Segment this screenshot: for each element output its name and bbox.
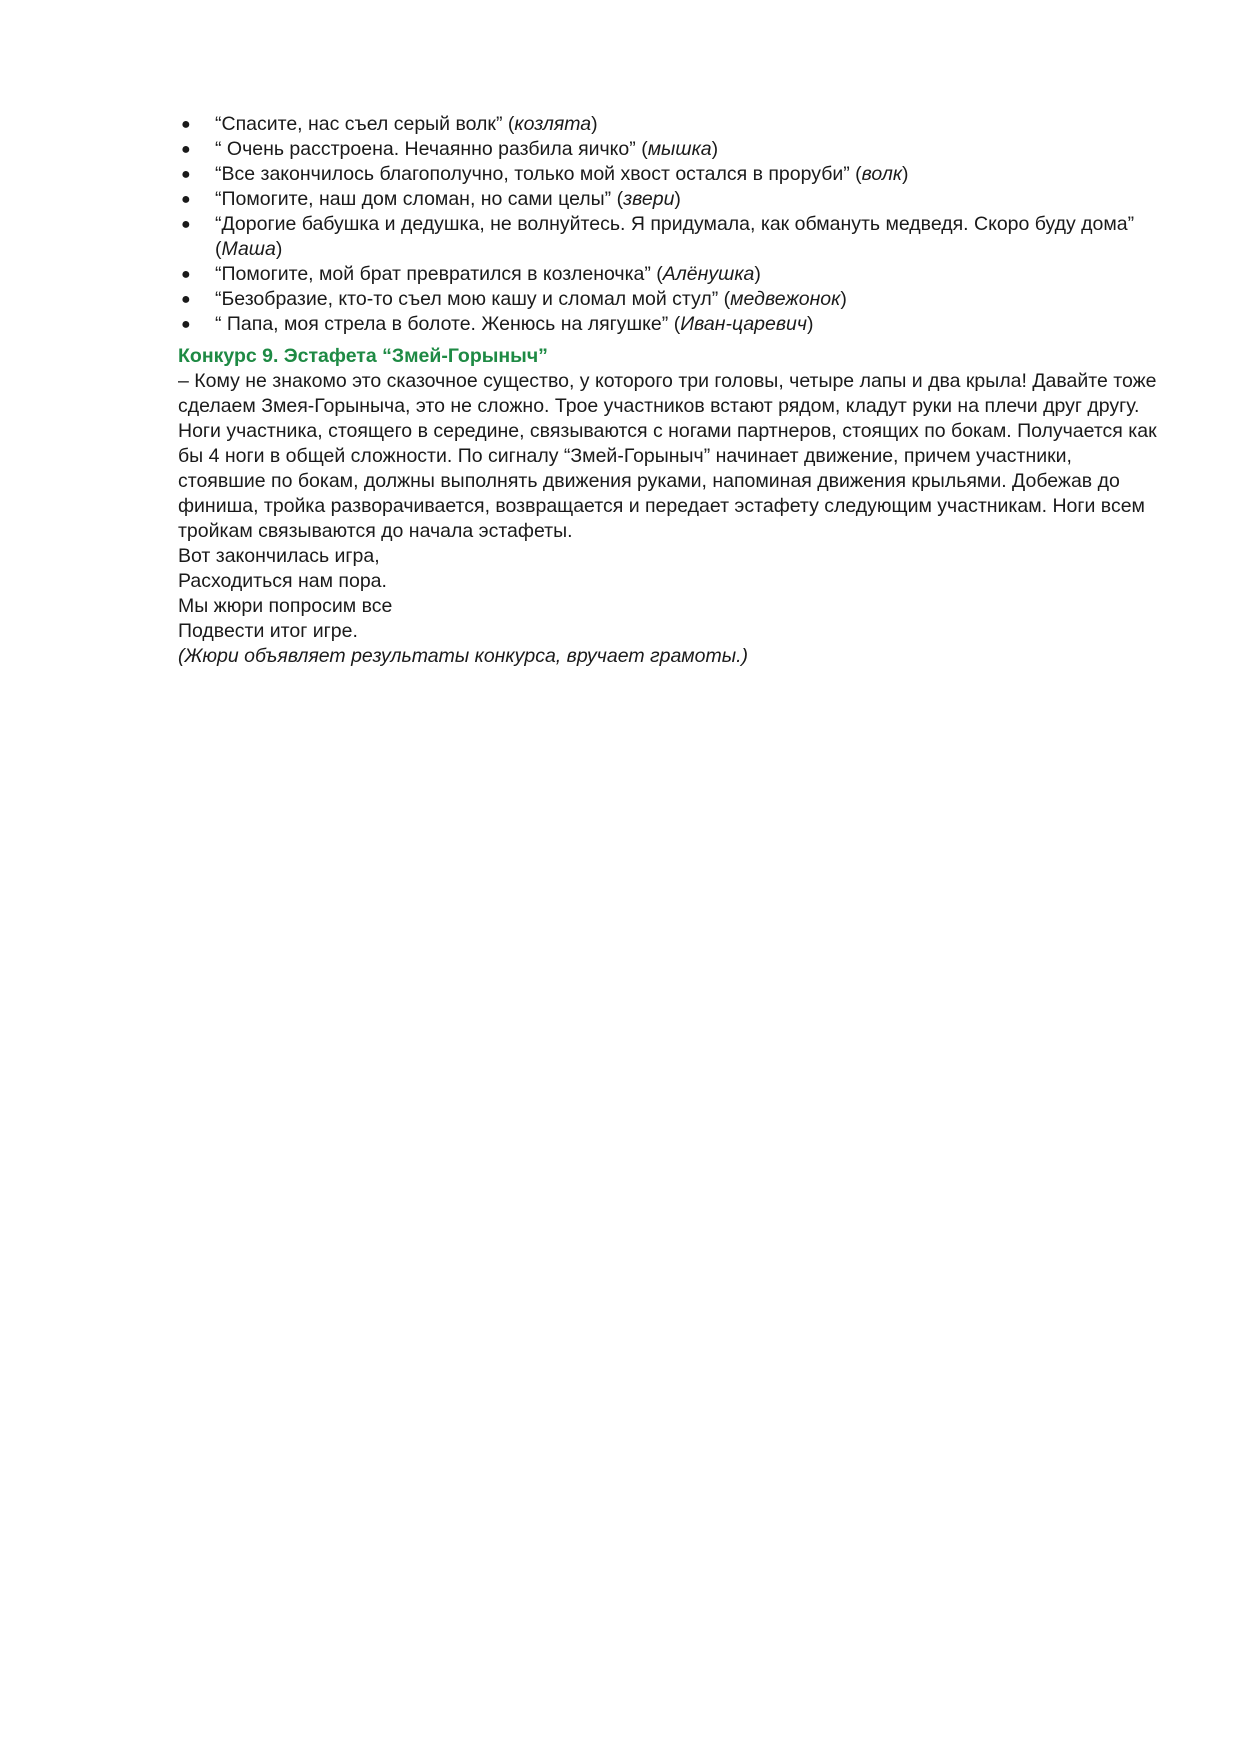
bullet-icon: ●: [181, 216, 191, 233]
quote-speaker: медвежонок: [730, 288, 841, 310]
quote-speaker: мышка: [647, 138, 712, 160]
list-item: [178, 112, 1158, 137]
bullet-icon: ●: [181, 166, 191, 183]
poem-line: Подвести итог игре.: [178, 620, 358, 642]
poem-line: Расходиться нам пора.: [178, 570, 387, 592]
bullet-icon: ●: [181, 291, 191, 308]
poem: [178, 544, 1158, 644]
quote-text: “Безобразие, кто-то съел мою кашу и сломал мой стул” (: [215, 288, 731, 310]
contest-heading: Конкурс 9. Эстафета “Змей-Горыныч”: [178, 345, 548, 367]
quote-end: ): [806, 313, 814, 335]
quote-speaker: козлята: [514, 113, 592, 135]
quote-speaker: Иван-царевич: [680, 313, 807, 335]
quote-text: “Дорогие бабушка и дедушка, не волнуйтесь. Я придумала, как обмануть медведя. Скоро буду дома” (: [215, 213, 1135, 260]
bullet-icon: ●: [181, 116, 191, 133]
quote-end: ): [840, 288, 847, 310]
quote-list: [178, 112, 1158, 337]
poem-line: Вот закончилась игра,: [178, 545, 380, 567]
quote-end: ): [754, 263, 761, 285]
contest-description: – Кому не знакомо это сказочное существо, у которого три головы, четыре лапы и два крыла! Давайте тоже сделаем Змея-Горыныча, это не сложно. Трое участников встают рядом, кладут руки на плечи друг другу. Ноги участника, стоящего в середине, связываются с ногами партнеров, стоящих по бокам. Получается как бы 4 ноги в общей сложности. По сигналу “Змей-Горыныч” начинает движение, причем участники, стоявшие по бокам, должны выполнять движения руками, напоминая движения крыльями. Добежав до финиша, тройка разворачивается, возвращается и передает эстафету следующим участникам. Ноги всем тройкам связываются до начала эстафеты.: [178, 370, 1157, 542]
quote-end: ): [711, 138, 719, 160]
bullet-icon: ●: [181, 316, 191, 333]
list-item: [178, 212, 1158, 262]
quote-text: “Все закончилось благополучно, только мой хвост остался в проруби” (: [215, 163, 862, 185]
quote-text: “Спасите, нас съел серый волк” (: [215, 113, 515, 135]
bullet-icon: ●: [181, 266, 191, 283]
quote-speaker: Маша: [221, 238, 276, 260]
quote-speaker: волк: [861, 163, 903, 185]
list-item: [178, 287, 1158, 312]
list-item: [178, 162, 1158, 187]
quote-end: ): [902, 163, 909, 185]
quote-text: “ Папа, моя стрела в болоте. Женюсь на лягушке” (: [215, 313, 681, 335]
quote-text: “Помогите, мой брат превратился в козленочка” (: [215, 263, 663, 285]
poem-line: Мы жюри попросим все: [178, 595, 393, 617]
quote-end: ): [591, 113, 598, 135]
list-item: [178, 312, 1158, 337]
quote-speaker: Алёнушка: [662, 263, 755, 285]
quote-text: “ Очень расстроена. Нечаянно разбила яичко” (: [215, 138, 648, 160]
list-item: [178, 187, 1158, 212]
bullet-icon: ●: [181, 141, 191, 158]
bullet-icon: ●: [181, 191, 191, 208]
list-item: [178, 262, 1158, 287]
quote-text: “Помогите, наш дом сломан, но сами целы” (: [215, 188, 624, 210]
quote-speaker: звери: [623, 188, 675, 210]
quote-end: ): [275, 238, 283, 260]
closing-remark: (Жюри объявляет результаты конкурса, вручает грамоты.): [178, 645, 749, 667]
list-item: [178, 137, 1158, 162]
quote-end: ): [674, 188, 681, 210]
document-page: [178, 112, 1158, 669]
